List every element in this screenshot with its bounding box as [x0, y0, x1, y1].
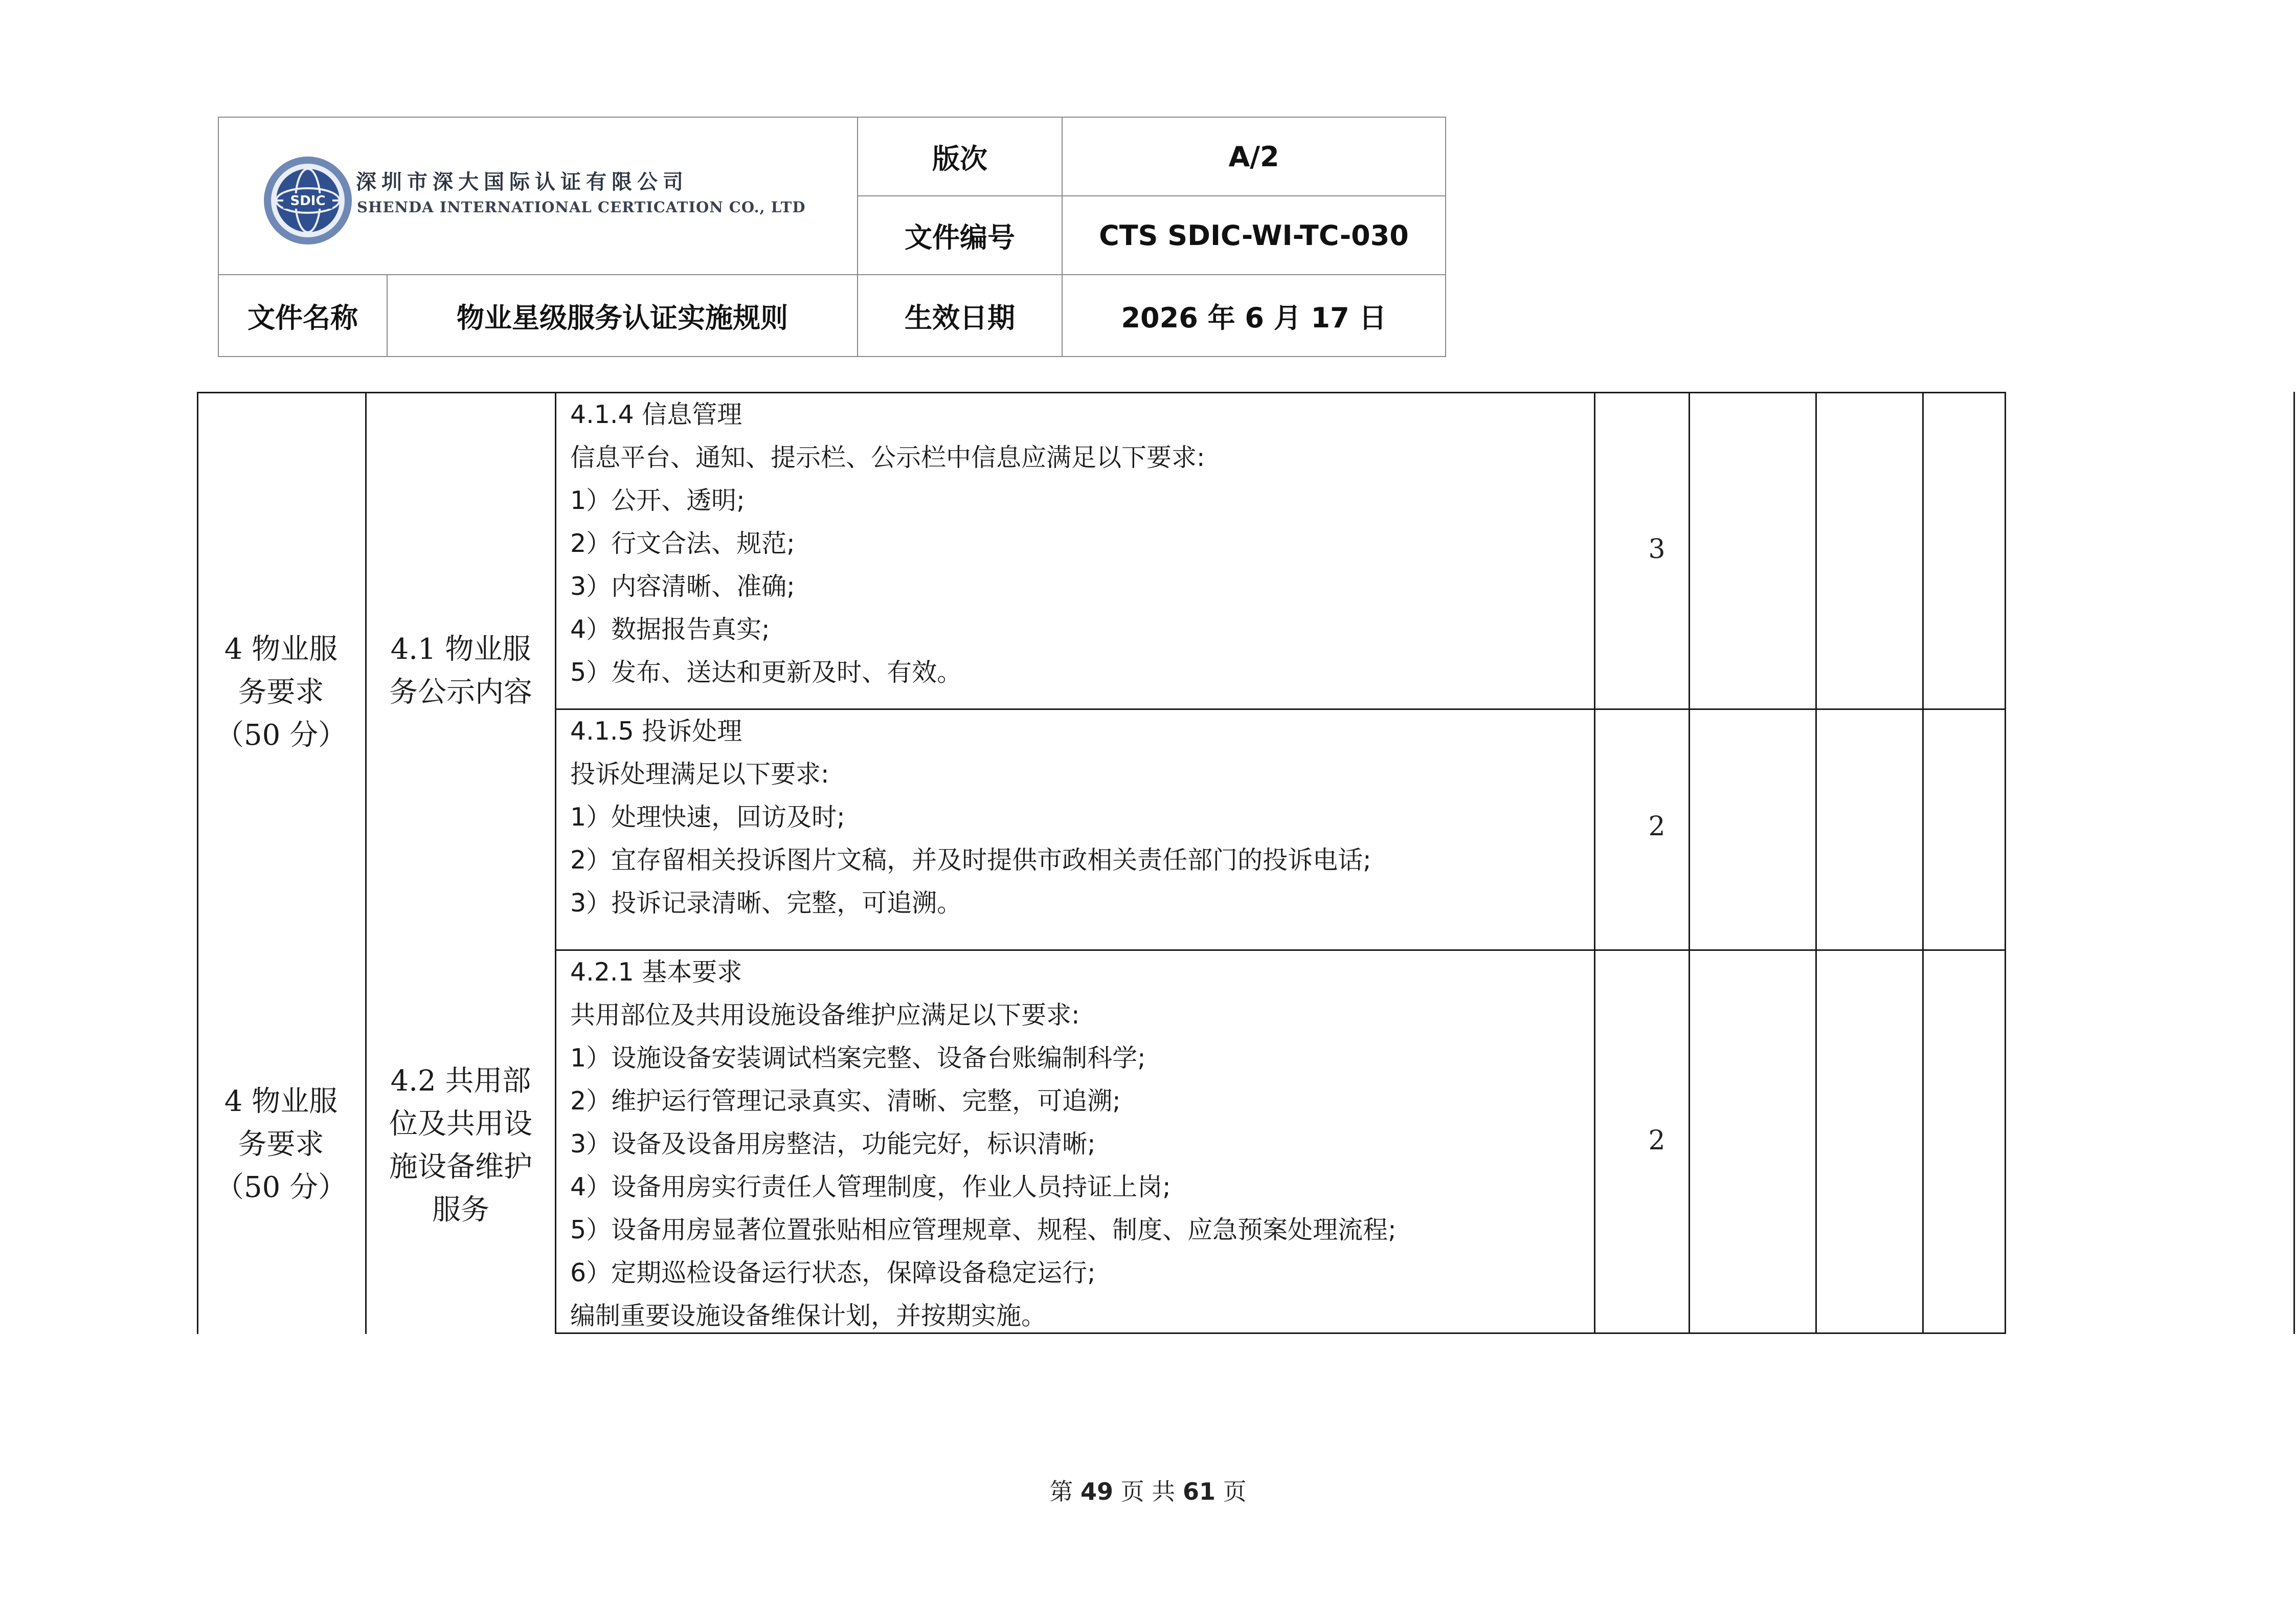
footer-prefix: 第	[1049, 1478, 1073, 1505]
effective-date-value: 2026 年 6 月 17 日	[1062, 275, 1446, 357]
sdic-logo-icon	[262, 154, 354, 247]
table-border-right	[2293, 392, 2295, 1334]
column-divider	[1594, 392, 1595, 1334]
requirement-item-4-1-5: 4.1.5 投诉处理 投诉处理满足以下要求: 1）处理快速，回访及时; 2）宜存留相关投诉图片文稿，并及时提供市政相关责任部门的投诉电话; 3）投诉记录清晰、完整，可追溯。	[570, 717, 1371, 918]
column-divider	[2005, 392, 2006, 1334]
requirements-table	[197, 392, 2002, 1334]
company-logo-block	[218, 117, 858, 275]
version-label: 版次	[858, 117, 1062, 196]
effective-date-label: 生效日期	[858, 275, 1062, 357]
category-cell: 4 物业服 务要求 （50 分）	[215, 1085, 347, 1204]
total-page-number: 61	[1182, 1478, 1215, 1505]
document-header-table	[218, 117, 1446, 357]
document-name-value: 物业星级服务认证实施规则	[387, 275, 858, 357]
footer-mid: 页 共	[1120, 1478, 1176, 1505]
version-value: A/2	[1062, 117, 1446, 196]
column-divider	[1922, 392, 1924, 1334]
company-name-cn: 深圳市深大国际认证有限公司	[356, 170, 688, 194]
requirement-item-4-2-1: 4.2.1 基本要求 共用部位及共用设施设备维护应满足以下要求: 1）设施设备安装调试档案完整、设备台账编制科学; 2）维护运行管理记录真实、清晰、完整，可追溯; 3）设备及设备用房整洁，功能完好，标识清晰; 4）设备用房实行责任人管理制度，作业人员持证上岗; 5）设备用房显著位置张贴相应管理规章、规程、制度、应急预案处理流程; 6）定期巡检设备运行状态，保障设备稳定运行; 编制重要设施设备维保计划，并按期实施。	[570, 958, 1397, 1330]
score-value: 2	[1648, 811, 1665, 842]
column-divider	[1815, 392, 1817, 1334]
category-cell: 4 物业服 务要求 （50 分）	[215, 633, 347, 752]
column-divider	[1689, 392, 1690, 1334]
subcategory-cell: 4.1 物业服 务公示内容	[389, 633, 532, 709]
logo-text: SDIC	[290, 193, 326, 209]
score-value: 2	[1648, 1125, 1665, 1156]
document-number-label: 文件编号	[858, 196, 1062, 275]
company-name-en: SHENDA INTERNATIONAL CERTICATION CO., LTD	[357, 198, 806, 216]
current-page-number: 49	[1081, 1478, 1114, 1505]
subcategory-cell: 4.2 共用部 位及共用设 施设备维护 服务	[389, 1064, 532, 1227]
document-number-value: CTS SDIC-WI-TC-030	[1062, 196, 1446, 275]
document-name-label: 文件名称	[218, 275, 387, 357]
footer-suffix: 页	[1223, 1478, 1247, 1505]
column-divider	[555, 392, 556, 1334]
page-number-footer	[0, 1473, 2296, 1507]
score-value: 3	[1648, 534, 1665, 565]
requirement-item-4-1-4: 4.1.4 信息管理 信息平台、通知、提示栏、公示栏中信息应满足以下要求: 1）公开、透明; 2）行文合法、规范; 3）内容清晰、准确; 4）数据报告真实; 5）发布、送达和更新及时、有效。	[570, 400, 1205, 687]
